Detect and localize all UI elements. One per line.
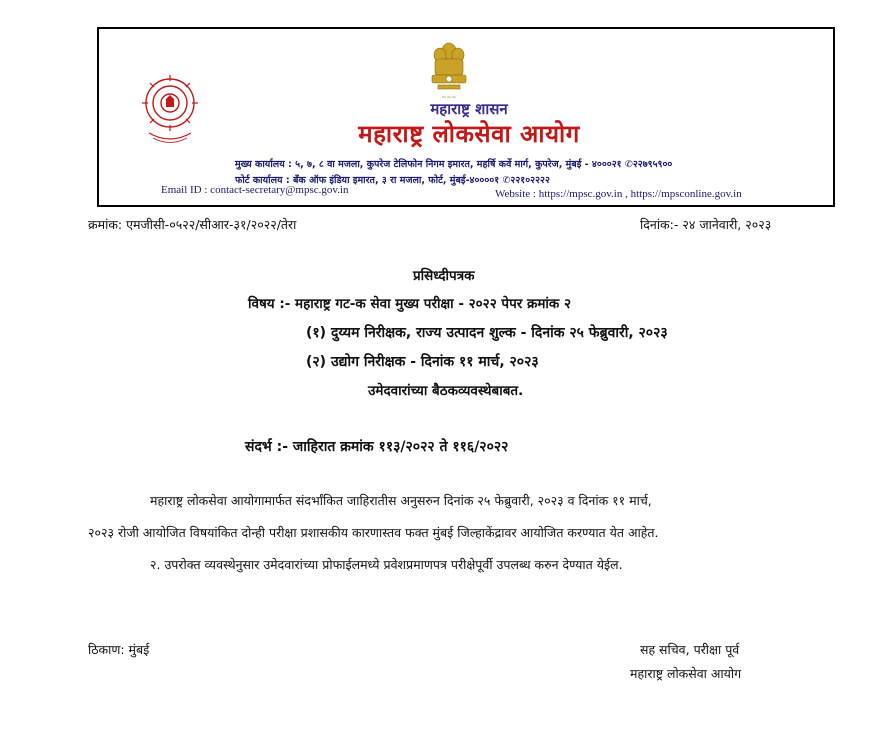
website-contact: Website : https://mpsc.gov.in , https://mpsconline.gov.in (495, 188, 742, 200)
exam-item-2: (२) उद्योग निरीक्षक - दिनांक ११ मार्च, २०२३ (306, 354, 539, 370)
svg-text:~~~: ~~~ (441, 94, 457, 101)
head-office-address: मुख्य कार्यालय : ५, ७, ८ वा मजला, कुपरेज टेलिफोन निगम इमारत, महर्षि कर्वे मार्ग, कुपरेज, मुंबई - ४०००२१ ✆२२७९५९०० (235, 159, 673, 170)
notice-subject: विषय :- महाराष्ट्र गट-क सेवा मुख्य परीक्षा - २०२२ पेपर क्रमांक २ (248, 296, 572, 312)
reference-number: क्रमांक: एमजीसी-०५२२/सीआर-३१/२०२२/तेरा (88, 217, 297, 232)
fort-office-address: फोर्ट कार्यालय : बँक ऑफ इंडिया इमारत, ३ रा मजला, फोर्ट, मुंबई-४००००१ ✆२२१०२२२२ (235, 175, 550, 186)
letterhead (97, 27, 835, 207)
notice-title: प्रसिध्दीपत्रक (413, 268, 475, 284)
exam-item-1: (१) दुय्यम निरीक्षक, राज्य उत्पादन शुल्क - दिनांक २५ फेब्रुवारी, २०२३ (306, 325, 668, 341)
commission-name: महाराष्ट्र लोकसेवा आयोग (358, 120, 580, 148)
paragraph-1-line-1: महाराष्ट्र लोकसेवा आयोगामार्फत संदर्भांकित जाहिरातीस अनुसरुन दिनांक २५ फेब्रुवारी, २०२३ व दिनांक ११ मार्च, (150, 493, 652, 508)
signatory-designation: सह सचिव, परीक्षा पूर्व (640, 642, 740, 657)
paragraph-2: २. उपरोक्त व्यवस्थेनुसार उमेदवारांच्या प्रोफाईलमध्ये प्रवेशप्रमाणपत्र परीक्षेपूर्वी उपलब्ध करुन देण्यात येईल. (150, 557, 623, 572)
paragraph-1-line-2: २०२३ रोजी आयोजित विषयांकित दोन्ही परीक्षा प्रशासकीय कारणास्तव फक्त मुंबई जिल्हाकेंद्रावर आयोजित करण्यात येत आहेत. (88, 525, 659, 540)
place-label: ठिकाण: मुंबई (88, 642, 150, 657)
reference-date: दिनांक:- २४ जानेवारी, २०२३ (640, 217, 772, 232)
government-name: महाराष्ट्र शासन (430, 100, 508, 118)
mpsc-seal-icon (137, 73, 203, 145)
email-contact: Email ID : contact-secretary@mpsc.gov.in (161, 184, 349, 196)
state-emblem-icon (426, 39, 472, 105)
notice-reference: संदर्भ :- जाहिरात क्रमांक ११३/२०२२ ते ११६/२०२२ (245, 439, 509, 455)
signatory-organization: महाराष्ट्र लोकसेवा आयोग (630, 666, 742, 681)
subject-suffix: उमेदवारांच्या बैठकव्यवस्थेबाबत. (368, 383, 524, 399)
